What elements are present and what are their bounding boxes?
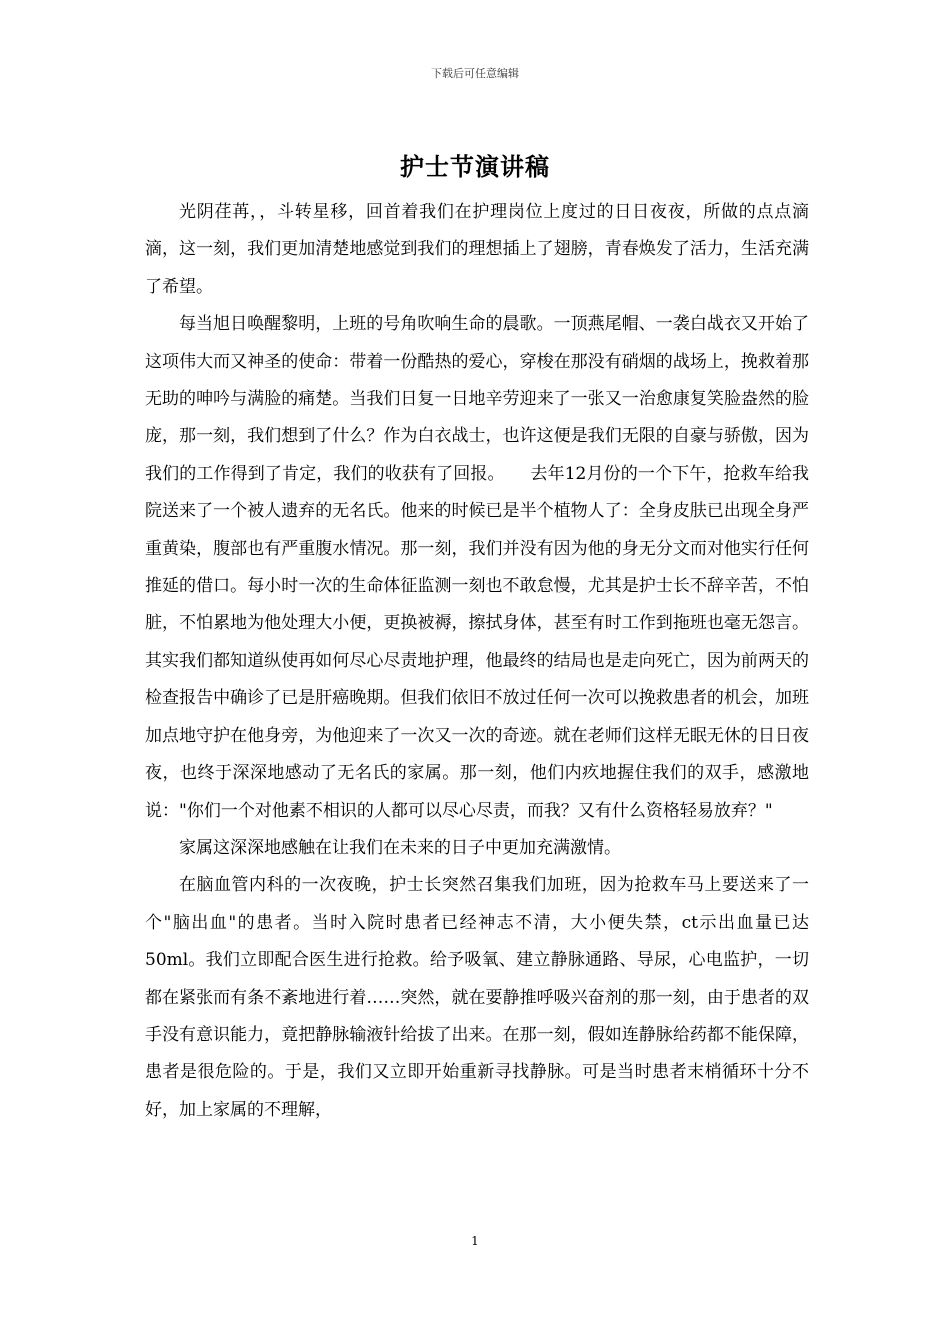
paragraph: 在脑血管内科的一次夜晚，护士长突然召集我们加班，因为抢救车马上要送来了一个"脑出血"的患者。当时入院时患者已经神志不清，大小便失禁，ct示出血量已达50ml。我们立即配合医生进行抢救。给予吸氧、建立静脉通路、导尿，心电监护，一切都在紧张而有条不紊地进行着……突然，就在要静推呼吸兴奋剂的那一刻，由于患者的双手没有意识能力，竟把静脉输液针给拔了出来。在那一刻，假如连静脉给药都不能保障，患者是很危险的。于是，我们又立即开始重新寻找静脉。可是当时患者末梢循环十分不好，加上家属的不理解， — [145, 875, 809, 1120]
paragraph: 家属这深深地感触在让我们在未来的日子中更加充满激情。 — [179, 837, 621, 858]
header-note: 下载后可任意编辑 — [431, 67, 519, 80]
document-body — [145, 194, 809, 1129]
page-number: 1 — [471, 1234, 479, 1248]
paragraph: 每当旭日唤醒黎明，上班的号角吹响生命的晨歌。一顶燕尾帽、一袭白战衣又开始了这项伟大而又神圣的使命：带着一份酷热的爱心，穿梭在那没有硝烟的战场上，挽救着那无助的呻吟与满脸的痛楚。当我们日复一日地辛劳迎来了一张又一治愈康复笑脸盎然的脸庞，那一刻，我们想到了什么？作为白衣战士，也许这便是我们无限的自豪与骄傲，因为我们的工作得到了肯定，我们的收获有了回报。 去年12月份的一个下午，抢救车给我院送来了一个被人遗弃的无名氏。他来的时候已是半个植物人了：全身皮肤已出现全身严重黄染，腹部也有严重腹水情况。那一刻，我们并没有因为他的身无分文而对他实行任何推延的借口。每小时一次的生命体征监测一刻也不敢怠慢，尤其是护士长不辞辛苦，不怕脏，不怕累地为他处理大小便，更换被褥，擦拭身体，甚至有时工作到拖班也毫无怨言。其实我们都知道纵使再如何尽心尽责地护理，他最终的结局也是走向死亡，因为前两天的检查报告中确诊了已是肝癌晚期。但我们依旧不放过任何一次可以挽救患者的机会，加班加点地守护在他身旁，为他迎来了一次又一次的奇迹。就在老师们这样无眠无休的日日夜夜，也终于深深地感动了无名氏的家属。那一刻，他们内疚地握住我们的双手，感激地说："你们一个对他素不相识的人都可以尽心尽责，而我？又有什么资格轻易放弃？" — [145, 314, 809, 821]
page-title: 护士节演讲稿 — [400, 152, 550, 181]
paragraph: 光阴荏苒，，斗转星移，回首着我们在护理岗位上度过的日日夜夜，所做的点点滴滴，这一刻，我们更加清楚地感觉到我们的理想插上了翅膀，青春焕发了活力，生活充满了希望。 — [145, 202, 809, 297]
